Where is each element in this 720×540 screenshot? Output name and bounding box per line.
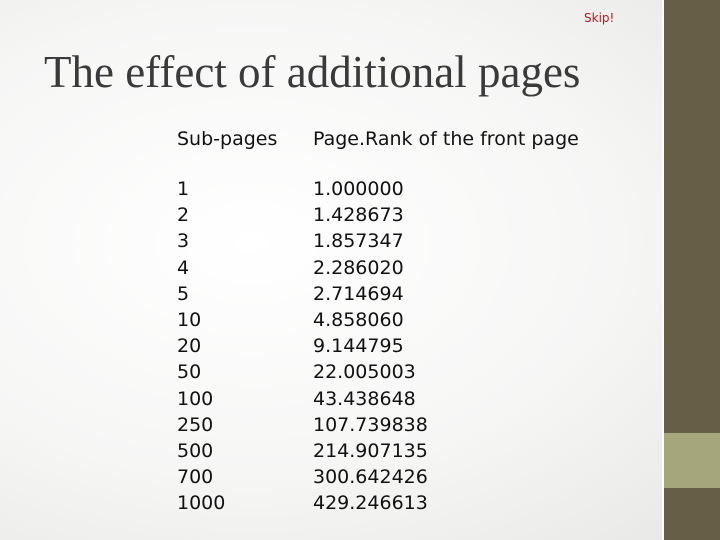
subpages-cell: 50 (177, 361, 202, 384)
sidebar-divider (662, 0, 664, 540)
subpages-cell: 4 (177, 256, 190, 279)
subpages-values (177, 176, 277, 517)
pagerank-cell: 9.144795 (313, 335, 404, 358)
pagerank-cell: 300.642426 (313, 466, 428, 489)
pagerank-cell: 1.000000 (313, 178, 404, 200)
subpages-cell: 5 (177, 282, 190, 305)
skip-link[interactable]: Skip! (584, 11, 615, 25)
pagerank-cell: 214.907135 (313, 440, 428, 463)
pagerank-cell: 2.286020 (313, 256, 404, 279)
sidebar-panel (664, 0, 720, 540)
subpages-cell: 100 (177, 387, 214, 410)
pagerank-cell: 4.858060 (313, 309, 404, 332)
sidebar-accent-block (664, 433, 720, 488)
pagerank-column (313, 126, 579, 517)
pagerank-cell: 22.005003 (313, 361, 416, 384)
subpages-cell: 1000 (177, 492, 226, 515)
slide-title: The effect of additional pages (44, 47, 581, 97)
pagerank-cell: 107.739838 (313, 413, 428, 436)
pagerank-values (313, 176, 579, 517)
subpages-header: Sub-pages (177, 128, 278, 150)
pagerank-cell: 429.246613 (313, 492, 428, 515)
pagerank-cell: 2.714694 (313, 282, 404, 305)
subpages-cell: 2 (177, 204, 190, 227)
subpages-cell: 250 (177, 413, 214, 436)
subpages-cell: 500 (177, 440, 214, 463)
pagerank-header: Page.Rank of the front page (313, 128, 579, 150)
subpages-cell: 10 (177, 309, 202, 332)
pagerank-cell: 1.857347 (313, 230, 404, 253)
pagerank-cell: 43.438648 (313, 387, 416, 410)
subpages-cell: 700 (177, 466, 214, 489)
subpages-column (177, 126, 277, 517)
subpages-cell: 3 (177, 230, 190, 253)
subpages-cell: 1 (177, 178, 190, 200)
pagerank-cell: 1.428673 (313, 204, 404, 227)
subpages-cell: 20 (177, 335, 202, 358)
